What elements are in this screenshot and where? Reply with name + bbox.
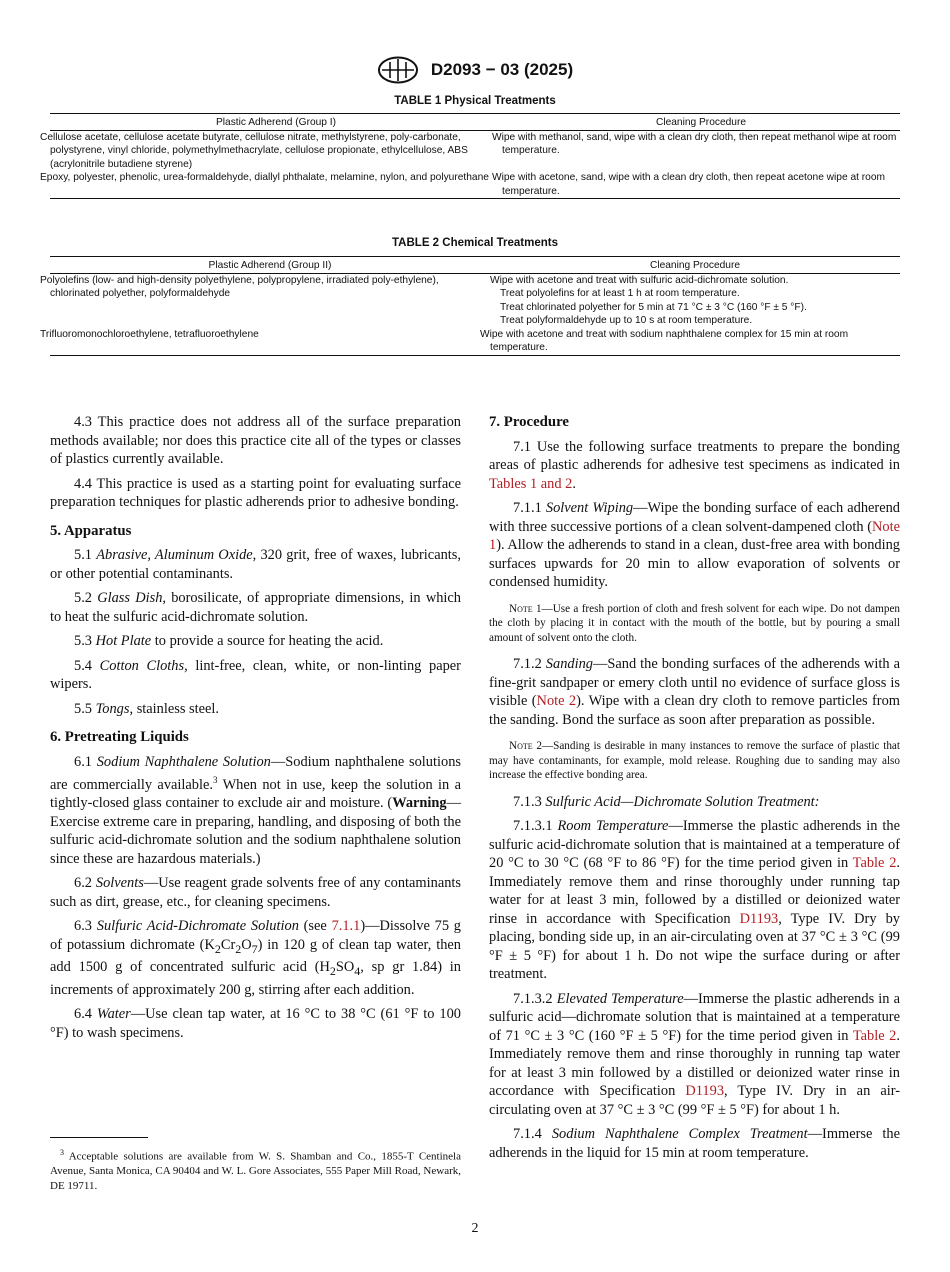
right-column xyxy=(489,413,900,1168)
table-row xyxy=(50,130,900,171)
table1-caption: TABLE 1 Physical Treatments xyxy=(394,95,556,107)
paragraph-7-1-3-2: 7.1.3.2 Elevated Temperature—Immerse the plastic adherends in a sulfuric acid—dichromate solution that is maintained at a temperature of 71 °C ± 3 °C (160 °F ± 5 °F) for the time period given in Table 2. Immediately remove them and rinse thoroughly in running tap water for at least 3 min followed by a distilled or deionized water rinse in accordance with Specification D1193, Type IV. Dry in an air-circulating oven at 37 °C ± 3 °C (99 °F ± 5 °F) for about 1 h. xyxy=(489,990,900,1118)
table2-cell-adherend: Polyolefins (low- and high-density polyethylene, polypropylene, irradiated poly-ethylene), chlorinated polyether, polyformaldehyde xyxy=(40,274,439,299)
table1-header-procedure: Cleaning Procedure xyxy=(502,114,900,131)
table1-cell-adherend: Epoxy, polyester, phenolic, urea-formaldehyde, diallyl phthalate, melamine, nylon, and polyurethane xyxy=(50,171,502,199)
table2-header-adherend: Plastic Adherend (Group II) xyxy=(50,257,490,274)
table-2-link[interactable]: Table 2 xyxy=(852,1027,897,1044)
table2-procedure-sub: Treat polyformaldehyde up to 10 s at room temperature. xyxy=(500,315,753,326)
table2-caption: TABLE 2 Chemical Treatments xyxy=(392,237,558,249)
paragraph-4-4: 4.4 This practice is used as a starting point for evaluating surface preparation techniques for plastic adherends prior to adhesive bonding. xyxy=(50,475,461,510)
table2-cell-procedure xyxy=(490,273,900,328)
tables-link[interactable]: Tables 1 and 2 xyxy=(489,475,573,492)
table2-cell-procedure: Wipe with acetone and treat with sodium naphthalene complex for 15 min at room temperature. xyxy=(490,328,900,356)
paragraph-7-1-1: 7.1.1 Solvent Wiping—Wipe the bonding surface of each adherend with three successive portions of a clean solvent-dampened cloth (Note 1). Allow the adherends to stand in a clean, dust-free area with bonding surfaces upwards for 20 min to allow evaporation of solvents or condensed humidity. xyxy=(489,500,900,590)
paragraph-6-4: 6.4 Water—Use clean tap water, at 16 °C to 38 °C (61 °F to 100 °F) to wash specimens. xyxy=(50,1006,461,1041)
d1193-link[interactable]: D1193 xyxy=(739,910,779,927)
paragraph-7-1: 7.1 Use the following surface treatments to prepare the bonding areas of plastic adherends for adhesive test specimens as indicated in Tables 1 and 2. xyxy=(489,438,900,492)
section-6-heading: 6. Pretreating Liquids xyxy=(50,729,189,745)
paragraph-5-3: 5.3 Hot Plate to provide a source for heating the acid. xyxy=(74,633,384,649)
table1-header-adherend: Plastic Adherend (Group I) xyxy=(50,114,502,131)
document-designation: D2093 − 03 (2025) xyxy=(430,60,574,79)
paragraph-7-1-3-1: 7.1.3.1 Room Temperature—Immerse the plastic adherends in the sulfuric acid-dichromate solution that is maintained at a temperature of 20 °C to 30 °C (68 °F to 86 °F) for the time period given in Table 2. Immediately remove them and rinse thoroughly under running tap water for at least 3 min, followed by a distilled or deionized water rinse in accordance with Specification D1193, Type IV. Dry by placing, bonding side up, in an air-circulating oven at 37 °C ± 3 °C (99 °F ± 5 °F) for about 1 h. Do not wipe the surface during or after treatment. xyxy=(489,818,900,982)
paragraph-5-4: 5.4 Cotton Cloths, lint-free, clean, white, or non-linting paper wipers. xyxy=(50,657,461,692)
table1-cell-procedure: Wipe with methanol, sand, wipe with a clean dry cloth, then repeat methanol wipe at room temperature. xyxy=(492,131,897,156)
note-1: Note 1—Use a fresh portion of cloth and fresh solvent for each wipe. Do not dampen the cloth by placing it in contact with the mouth of the bottle, but by pouring a small amount of solvent onto the cloth. xyxy=(489,602,900,644)
footnote-divider xyxy=(50,1137,148,1138)
paragraph-5-1: 5.1 Abrasive, Aluminum Oxide, 320 grit, free of waxes, lubricants, or other potential contaminants. xyxy=(50,547,461,582)
paragraph-6-1: 6.1 Sodium Naphthalene Solution—Sodium naphthalene solutions are commercially available.$^3$ When not in use, keep the solution in a tightly-closed glass container to exclude air and moisture. (Warning—Exercise extreme care in preparing, handling, and disposing of both the sulfuric acid-dichromate solution and the sodium naphthalene solution since these are hazardous materials.) xyxy=(50,753,461,867)
table-row xyxy=(50,328,900,356)
note-1-link[interactable]: Note 1 xyxy=(489,518,900,553)
table2-procedure-main: Wipe with acetone and treat with sulfuric acid-dichromate solution. xyxy=(490,274,789,286)
footnote: $^3$ Acceptable solutions are available from W. S. Shamban and Co., 1855-T Centinela Avenue, Santa Monica, CA 90404 and W. L. Gore Associates, 555 Paper Mill Road, Newark, DE 19711. xyxy=(50,1148,461,1192)
paragraph-6-2: 6.2 Solvents—Use reagent grade solvents free of any contaminants such as dirt, grease, etc., for cleaning specimens. xyxy=(50,875,461,910)
page-header xyxy=(0,56,950,84)
table-2-link[interactable]: Table 2 xyxy=(852,855,897,871)
paragraph-7-1-2: 7.1.2 Sanding—Sand the bonding surfaces of the adherends with a fine-grit sandpaper or emery cloth until no evidence of surface gloss is visible (Note 2). Wipe with a clean dry cloth to remove particles from the sanding. Bond the surface as soon after preparation as possible. xyxy=(489,656,900,728)
left-column xyxy=(50,413,461,1048)
paragraph-4-3: 4.3 This practice does not address all of the surface preparation methods available; nor does this practice cite all of the types or classes of plastics currently available. xyxy=(50,414,461,467)
astm-logo-icon xyxy=(377,56,419,84)
d1193-link[interactable]: D1193 xyxy=(685,1083,725,1099)
table2-header-procedure: Cleaning Procedure xyxy=(490,257,900,274)
section-link-7-1-1[interactable]: 7.1.1 xyxy=(331,918,361,935)
table2-procedure-sub: Treat chlorinated polyether for 5 min at 71 °C ± 3 °C (160 °F ± 5 °F). xyxy=(500,301,807,313)
section-7-heading: 7. Procedure xyxy=(489,414,569,430)
table-row xyxy=(50,273,900,328)
table1-cell-procedure: Wipe with acetone, sand, wipe with a clean dry cloth, then repeat acetone wipe at room temperature. xyxy=(502,171,900,199)
table2-cell-adherend: Trifluoromonochloroethylene, tetrafluoroethylene xyxy=(50,328,490,356)
note-2-link[interactable]: Note 2 xyxy=(536,693,577,709)
table1 xyxy=(40,113,900,199)
table-row xyxy=(50,171,900,199)
paragraph-5-5: 5.5 Tongs, stainless steel. xyxy=(74,700,220,717)
paragraph-6-3: 6.3 Sulfuric Acid-Dichromate Solution (see 7.1.1)—Dissolve 75 g of potassium dichromate $(K_2Cr_2O_7)$ in 120 g of clean tap water, then add 1500 g of concentrated sulfuric acid ($H_2SO_4$, sp gr 1.84) in increments of approximately 200 g, stirring after each addition. xyxy=(50,918,461,998)
table2 xyxy=(40,256,900,356)
paragraph-5-2: 5.2 Glass Dish, borosilicate, of appropriate dimensions, in which to heat the sulfuric acid-dichromate solution. xyxy=(50,590,462,625)
table1-cell-adherend: Cellulose acetate, cellulose acetate butyrate, cellulose nitrate, methylstyrene, poly-carbonate, polystyrene, vinyl chloride, polymethylmethacrylate, cellulose propionate, ethylcellulose, ABS (acrylonitrile butadiene styrene) xyxy=(40,131,468,170)
footnote-ref: 3 xyxy=(212,775,218,785)
section-5-heading: 5. Apparatus xyxy=(50,522,132,539)
page-number: 2 xyxy=(471,1221,479,1236)
paragraph-7-1-4: 7.1.4 Sodium Naphthalene Complex Treatment—Immerse the adherends in the liquid for 15 min at room temperature. xyxy=(489,1126,900,1161)
note-2: Note 2—Sanding is desirable in many instances to remove the surface of plastic that may have contaminants, for example, mold release. Roughing due to sanding may also increase the effective bonding area. xyxy=(489,740,900,781)
paragraph-7-1-3: 7.1.3 Sulfuric Acid—Dichromate Solution Treatment: xyxy=(513,793,820,810)
table2-procedure-sub: Treat polyolefins for at least 1 h at room temperature. xyxy=(500,288,740,299)
